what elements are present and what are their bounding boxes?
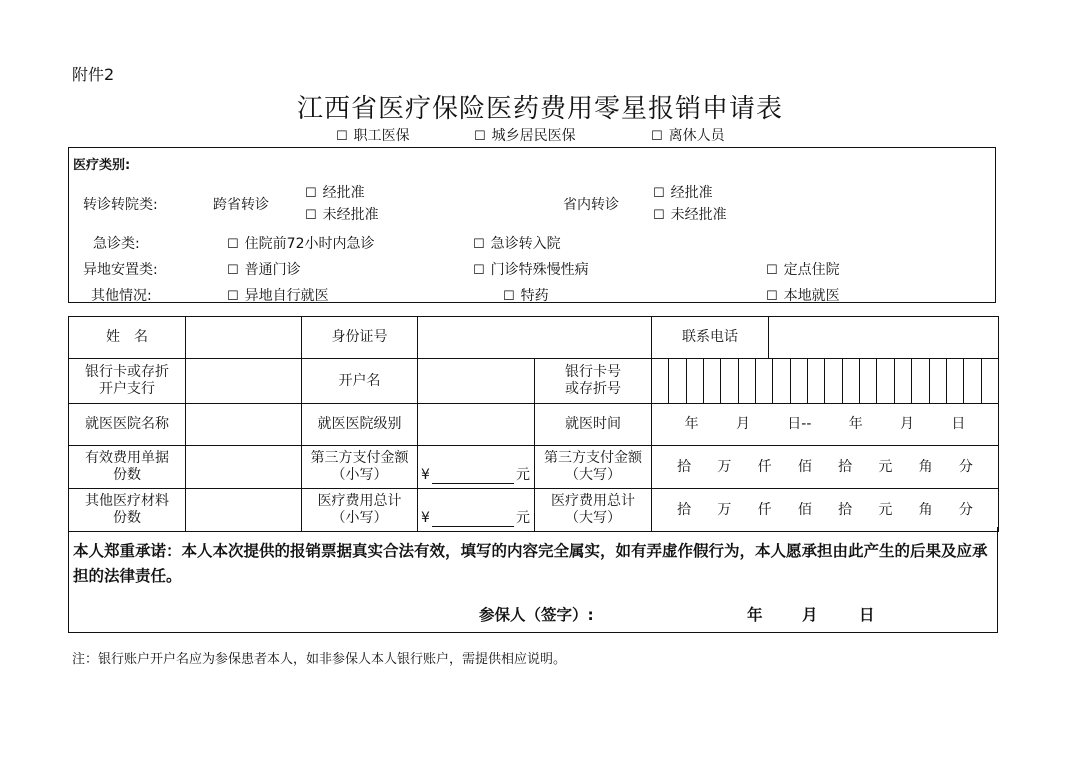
form-title: 江西省医疗保险医药费用零星报销申请表 bbox=[296, 94, 783, 124]
checkbox-general-outpatient[interactable] bbox=[227, 259, 301, 279]
checkbox-retired-staff[interactable] bbox=[651, 125, 725, 145]
account-name-input[interactable] bbox=[418, 359, 535, 404]
checkbox-employee-insurance[interactable] bbox=[336, 125, 410, 145]
checkbox-icon: ☐ bbox=[336, 129, 348, 144]
signature-year: 年 bbox=[747, 606, 763, 624]
yen-sign: ¥ bbox=[421, 467, 430, 483]
checkbox-icon: ☐ bbox=[653, 186, 665, 201]
id-number-input[interactable] bbox=[418, 317, 652, 359]
hospital-level-input[interactable] bbox=[418, 404, 535, 446]
checkbox-label: 经批准 bbox=[322, 185, 365, 201]
emergency-label: 急诊类: bbox=[93, 236, 140, 252]
checkbox-icon: ☐ bbox=[651, 129, 663, 144]
transfer-label: 转诊转院类: bbox=[83, 197, 158, 213]
checkbox-cross-approved[interactable] bbox=[305, 182, 365, 202]
checkbox-label: 城乡居民医保 bbox=[491, 128, 576, 144]
third-party-small-label: 第三方支付金额 （小写） bbox=[302, 446, 418, 489]
table-row bbox=[69, 404, 999, 446]
applicant-info-table bbox=[68, 316, 999, 532]
total-small-label: 医疗费用总计 （小写） bbox=[302, 489, 418, 532]
checkbox-label: 门诊特殊慢性病 bbox=[490, 262, 589, 278]
checkbox-in-unapproved[interactable] bbox=[653, 204, 727, 224]
checkbox-icon: ☐ bbox=[305, 208, 317, 223]
date-unit: 月 bbox=[735, 416, 750, 432]
checkbox-label: 普通门诊 bbox=[244, 262, 301, 278]
checkbox-special-drug[interactable] bbox=[503, 285, 549, 305]
checkbox-emergency-admission[interactable] bbox=[473, 233, 561, 253]
card-number-label: 银行卡号 或存折号 bbox=[535, 359, 652, 404]
checkbox-icon: ☐ bbox=[766, 263, 778, 278]
third-party-big-label: 第三方支付金额 （大写） bbox=[535, 446, 652, 489]
phone-label: 联系电话 bbox=[652, 317, 769, 359]
checkbox-icon: ☐ bbox=[473, 237, 485, 252]
id-number-label: 身份证号 bbox=[302, 317, 418, 359]
checkbox-label: 本地就医 bbox=[783, 288, 840, 304]
relocation-label: 异地安置类: bbox=[83, 262, 158, 278]
table-row bbox=[69, 489, 999, 532]
visit-time-label: 就医时间 bbox=[535, 404, 652, 446]
table-row bbox=[69, 446, 999, 489]
medical-category-heading: 医疗类别: bbox=[73, 158, 131, 173]
checkbox-label: 未经批准 bbox=[670, 207, 727, 223]
account-name-label: 开户名 bbox=[302, 359, 418, 404]
checkbox-label: 定点住院 bbox=[783, 262, 840, 278]
name-label: 姓 名 bbox=[69, 317, 186, 359]
checkbox-resident-insurance[interactable] bbox=[474, 125, 576, 145]
bank-branch-input[interactable] bbox=[186, 359, 302, 404]
table-row bbox=[69, 317, 999, 359]
signature-month: 月 bbox=[802, 606, 818, 624]
name-input[interactable] bbox=[186, 317, 302, 359]
checkbox-icon: ☐ bbox=[503, 289, 515, 304]
pledge-section bbox=[68, 527, 998, 633]
attachment-label: 附件2 bbox=[72, 65, 115, 84]
checkbox-label: 职工医保 bbox=[353, 128, 410, 144]
yen-sign: ¥ bbox=[421, 510, 430, 526]
hospital-name-input[interactable] bbox=[186, 404, 302, 446]
hospital-level-label: 就医医院级别 bbox=[302, 404, 418, 446]
other-label: 其他情况: bbox=[91, 288, 152, 304]
checkbox-icon: ☐ bbox=[474, 129, 486, 144]
checkbox-icon: ☐ bbox=[227, 237, 239, 252]
in-province-label: 省内转诊 bbox=[563, 197, 619, 213]
checkbox-label: 特药 bbox=[520, 288, 549, 304]
receipts-count-input[interactable] bbox=[186, 446, 302, 489]
cross-province-label: 跨省转诊 bbox=[213, 197, 269, 213]
checkbox-label: 住院前72小时内急诊 bbox=[244, 236, 375, 252]
third-party-big-input[interactable]: 拾 万 仟 佰 拾 元 角 分 bbox=[652, 446, 999, 489]
checkbox-icon: ☐ bbox=[227, 289, 239, 304]
checkbox-cross-unapproved[interactable] bbox=[305, 204, 379, 224]
checkbox-local[interactable] bbox=[766, 285, 840, 305]
checkbox-icon: ☐ bbox=[653, 208, 665, 223]
signature-day: 日 bbox=[859, 606, 875, 624]
checkbox-label: 经批准 bbox=[670, 185, 713, 201]
checkbox-icon: ☐ bbox=[305, 186, 317, 201]
checkbox-in-approved[interactable] bbox=[653, 182, 713, 202]
total-big-input[interactable]: 拾 万 仟 佰 拾 元 角 分 bbox=[652, 489, 999, 532]
date-unit: 年 bbox=[684, 416, 699, 432]
checkbox-chronic-outpatient[interactable] bbox=[473, 259, 589, 279]
footnote: 注：银行账户开户名应为参保患者本人，如非参保人本人银行账户，需提供相应说明。 bbox=[72, 652, 567, 667]
date-unit: 日 bbox=[951, 416, 966, 432]
medical-category-section bbox=[68, 147, 996, 303]
date-unit: 日-- bbox=[787, 416, 812, 432]
checkbox-self-remote[interactable] bbox=[227, 285, 329, 305]
other-materials-input[interactable] bbox=[186, 489, 302, 532]
receipts-count-label: 有效费用单据 份数 bbox=[69, 446, 186, 489]
checkbox-emergency-72h[interactable] bbox=[227, 233, 374, 253]
checkbox-label: 异地自行就医 bbox=[244, 288, 329, 304]
total-small-input[interactable] bbox=[418, 489, 535, 532]
card-number-input[interactable] bbox=[652, 359, 999, 404]
yuan-unit: 元 bbox=[516, 510, 530, 526]
phone-input[interactable] bbox=[769, 317, 999, 359]
checkbox-label: 离休人员 bbox=[668, 128, 725, 144]
checkbox-icon: ☐ bbox=[227, 263, 239, 278]
bank-branch-label: 银行卡或存折 开户支行 bbox=[69, 359, 186, 404]
checkbox-designated-inpatient[interactable] bbox=[766, 259, 840, 279]
date-unit: 年 bbox=[848, 416, 863, 432]
pledge-text: 本人郑重承诺：本人本次提供的报销票据真实合法有效，填写的内容完全属实，如有弄虚作假行为，本人愿承担由此产生的后果及应承担的法律责任。 bbox=[73, 542, 988, 585]
date-unit: 月 bbox=[900, 416, 915, 432]
table-row bbox=[69, 359, 999, 404]
signature-label: 参保人（签字）: bbox=[479, 606, 594, 624]
checkbox-icon: ☐ bbox=[766, 289, 778, 304]
hospital-name-label: 就医医院名称 bbox=[69, 404, 186, 446]
checkbox-label: 未经批准 bbox=[322, 207, 379, 223]
total-big-label: 医疗费用总计 （大写） bbox=[535, 489, 652, 532]
signature-field[interactable] bbox=[615, 603, 725, 625]
checkbox-label: 急诊转入院 bbox=[490, 236, 561, 252]
checkbox-icon: ☐ bbox=[473, 263, 485, 278]
third-party-small-input[interactable] bbox=[418, 446, 535, 489]
visit-time-input[interactable] bbox=[652, 404, 999, 446]
yuan-unit: 元 bbox=[516, 467, 530, 483]
other-materials-label: 其他医疗材料 份数 bbox=[69, 489, 186, 532]
